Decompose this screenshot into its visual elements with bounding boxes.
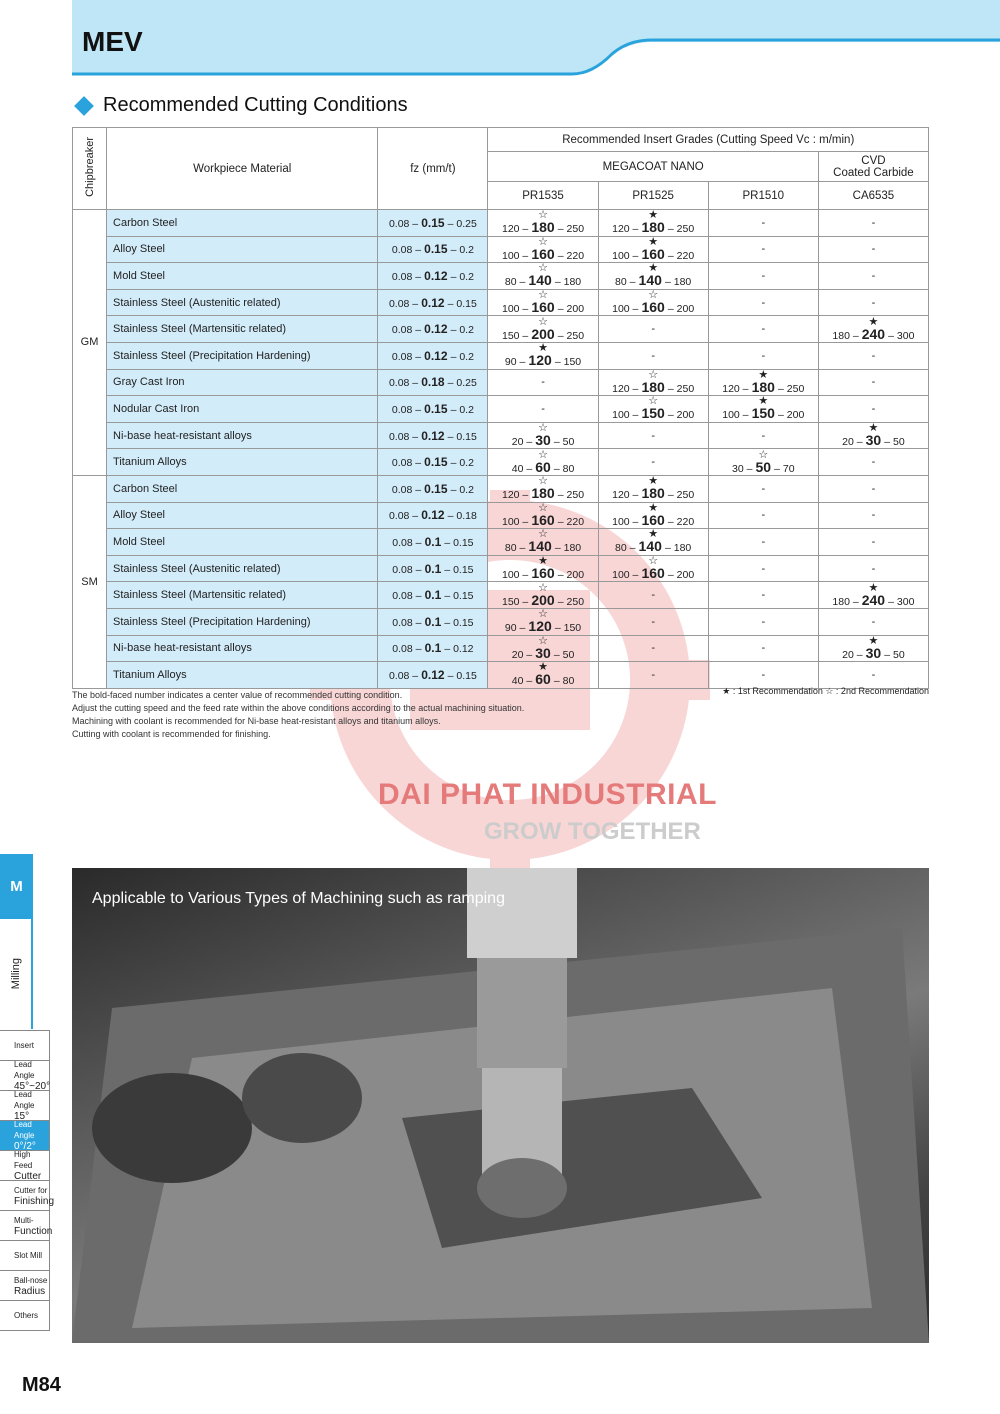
speed-cell: ☆ 100 – 160 – 200 <box>598 555 708 582</box>
speed-cell <box>818 449 928 476</box>
speed-cell <box>708 210 818 237</box>
fz-cell: 0.08 – 0.1 – 0.15 <box>378 582 488 609</box>
recommendation-star-icon: ☆ <box>648 368 659 381</box>
dash: - <box>761 668 766 681</box>
table-row <box>73 662 929 689</box>
speed-cell: ☆ 80 – 140 – 180 <box>488 529 598 556</box>
fz-cell: 0.08 – 0.12 – 0.15 <box>378 289 488 316</box>
speed-cell: ☆ 120 – 180 – 250 <box>488 210 598 237</box>
recommendation-star-icon: ☆ <box>538 235 548 248</box>
chipbreaker-cell: GM <box>73 210 107 476</box>
dash: - <box>761 216 766 229</box>
table-row <box>73 608 929 635</box>
speed-cell <box>598 635 708 662</box>
material-cell: Alloy Steel <box>107 502 378 529</box>
section-title-text: Recommended Cutting Conditions <box>103 94 408 116</box>
speed-cell: ☆ 150 – 200 – 250 <box>488 582 598 609</box>
chipbreaker-header: Chipbreaker <box>73 128 107 210</box>
speed-cell <box>818 502 928 529</box>
speed-cell: ☆ 120 – 180 – 250 <box>488 475 598 502</box>
photo-caption: Applicable to Various Types of Machining such as ramping <box>92 890 505 907</box>
dash: - <box>761 509 766 522</box>
sidebar-item[interactable]: Lead Angle 15° <box>0 1091 50 1121</box>
speed-cell: ★ 120 – 180 – 250 <box>598 475 708 502</box>
material-cell: Carbon Steel <box>107 475 378 502</box>
speed-cell <box>598 449 708 476</box>
sidebar-item[interactable]: High Feed Cutter <box>0 1151 50 1181</box>
note-line: Machining with coolant is recommended for Ni-base heat-resistant alloys and titanium alloys. <box>72 716 441 726</box>
note-line: The bold-faced number indicates a center value of recommended cutting condition. <box>72 690 403 700</box>
grades-header: Recommended Insert Grades (Cutting Speed Vc : m/min) <box>488 128 929 152</box>
sidebar-item[interactable]: Slot Mill <box>0 1241 50 1271</box>
page-number: M84 <box>22 1374 61 1396</box>
recommendation-star-icon: ☆ <box>648 555 659 568</box>
recommendation-star-icon: ☆ <box>538 634 548 647</box>
recommendation-star-icon: ★ <box>648 262 659 275</box>
speed-cell: ☆ 80 – 140 – 180 <box>488 263 598 290</box>
speed-cell: ★ 180 – 240 – 300 <box>818 582 928 609</box>
recommendation-star-icon: ☆ <box>538 289 548 302</box>
speed-cell <box>708 662 818 689</box>
recommendation-star-icon: ★ <box>758 395 769 408</box>
dash: - <box>871 482 876 495</box>
recommendation-star-icon: ☆ <box>538 501 548 514</box>
sidebar-item[interactable]: Insert <box>0 1031 50 1061</box>
dash: - <box>871 562 876 575</box>
speed-cell: ☆ 100 – 160 – 200 <box>488 289 598 316</box>
sidebar-item[interactable]: Cutter for Finishing <box>0 1181 50 1211</box>
recommendation-star-icon: ☆ <box>648 395 659 408</box>
speed-cell <box>818 289 928 316</box>
recommendation-star-icon: ★ <box>868 315 879 328</box>
dash: - <box>871 615 876 628</box>
section-title <box>75 94 408 117</box>
recommendation-star-icon: ★ <box>538 661 548 674</box>
recommendation-star-icon: ★ <box>538 342 548 355</box>
speed-cell: ☆ 20 – 30 – 50 <box>488 422 598 449</box>
fz-cell: 0.08 – 0.15 – 0.2 <box>378 236 488 263</box>
material-cell: Ni-base heat-resistant alloys <box>107 635 378 662</box>
dash: - <box>871 243 876 256</box>
recommendation-star-icon: ★ <box>868 422 879 435</box>
dash: - <box>651 429 655 442</box>
recommendation-star-icon: ★ <box>648 528 659 541</box>
dash: - <box>871 402 876 415</box>
recommendation-star-icon: ☆ <box>648 289 659 302</box>
speed-cell <box>598 422 708 449</box>
table-row <box>73 396 929 423</box>
legend: ★ : 1st Recommendation ☆ : 2nd Recommendation <box>722 686 929 696</box>
speed-cell: ☆ 100 – 150 – 200 <box>598 396 708 423</box>
speed-cell <box>708 529 818 556</box>
dash: - <box>761 482 766 495</box>
speed-cell: ☆ 40 – 60 – 80 <box>488 449 598 476</box>
recommendation-star-icon: ☆ <box>538 448 548 461</box>
speed-cell <box>818 555 928 582</box>
grade-ca6535: CA6535 <box>818 182 928 210</box>
material-cell: Stainless Steel (Austenitic related) <box>107 555 378 582</box>
speed-cell: ★ 120 – 180 – 250 <box>598 210 708 237</box>
fz-cell: 0.08 – 0.18 – 0.25 <box>378 369 488 396</box>
material-cell: Stainless Steel (Austenitic related) <box>107 289 378 316</box>
dash: - <box>871 349 876 362</box>
material-cell: Nodular Cast Iron <box>107 396 378 423</box>
dash: - <box>651 456 655 469</box>
header-curve <box>72 0 1000 76</box>
speed-cell: ☆ 30 – 50 – 70 <box>708 449 818 476</box>
table-row <box>73 289 929 316</box>
speed-cell: ★ 40 – 60 – 80 <box>488 662 598 689</box>
sidebar-item[interactable]: Others <box>0 1301 50 1331</box>
table-row <box>73 316 929 343</box>
recommendation-star-icon: ★ <box>868 634 879 647</box>
speed-cell: ☆ 100 – 160 – 200 <box>598 289 708 316</box>
dash: - <box>871 535 876 548</box>
dash: - <box>651 668 655 681</box>
fz-cell: 0.08 – 0.15 – 0.25 <box>378 210 488 237</box>
speed-cell <box>708 582 818 609</box>
speed-cell: ★ 120 – 180 – 250 <box>708 369 818 396</box>
speed-cell: ☆ 120 – 180 – 250 <box>598 369 708 396</box>
dash: - <box>541 376 545 389</box>
notes <box>72 689 524 741</box>
fz-cell: 0.08 – 0.12 – 0.2 <box>378 342 488 369</box>
speed-cell <box>598 582 708 609</box>
recommendation-star-icon: ☆ <box>538 209 548 222</box>
watermark-line1: DAI PHAT INDUSTRIAL <box>378 778 717 811</box>
speed-cell <box>818 369 928 396</box>
speed-cell <box>488 396 598 423</box>
fz-cell: 0.08 – 0.1 – 0.15 <box>378 608 488 635</box>
tab-m[interactable]: M <box>0 854 33 919</box>
table-row <box>73 369 929 396</box>
machining-photo <box>72 868 929 1343</box>
speed-cell: ★ 100 – 160 – 220 <box>598 502 708 529</box>
material-cell: Alloy Steel <box>107 236 378 263</box>
speed-cell <box>708 635 818 662</box>
dash: - <box>871 376 876 389</box>
table-row <box>73 475 929 502</box>
recommendation-star-icon: ☆ <box>758 448 769 461</box>
dash: - <box>761 615 766 628</box>
table-row <box>73 635 929 662</box>
dash: - <box>761 535 766 548</box>
table-row <box>73 263 929 290</box>
recommendation-star-icon: ★ <box>758 368 769 381</box>
material-cell: Stainless Steel (Martensitic related) <box>107 582 378 609</box>
table-row <box>73 342 929 369</box>
fz-header: fz (mm/t) <box>378 128 488 210</box>
dash: - <box>871 456 876 469</box>
speed-cell: ★ 20 – 30 – 50 <box>818 422 928 449</box>
speed-cell <box>818 236 928 263</box>
dash: - <box>541 402 545 415</box>
material-cell: Mold Steel <box>107 263 378 290</box>
table-row <box>73 582 929 609</box>
dash: - <box>651 615 655 628</box>
cutting-conditions-table <box>72 127 929 689</box>
cvd-header: CVD Coated Carbide <box>818 152 928 182</box>
photo-illustration <box>72 868 929 1343</box>
dash: - <box>761 642 766 655</box>
diamond-icon <box>74 96 94 116</box>
fz-cell: 0.08 – 0.1 – 0.15 <box>378 555 488 582</box>
grade-pr1510: PR1510 <box>708 182 818 210</box>
fz-cell: 0.08 – 0.12 – 0.18 <box>378 502 488 529</box>
speed-cell: ★ 20 – 30 – 50 <box>818 635 928 662</box>
recommendation-star-icon: ☆ <box>538 581 548 594</box>
recommendation-star-icon: ★ <box>648 209 659 222</box>
speed-cell <box>708 236 818 263</box>
speed-cell <box>598 608 708 635</box>
speed-cell <box>818 210 928 237</box>
speed-cell <box>488 369 598 396</box>
material-cell: Stainless Steel (Precipitation Hardening) <box>107 608 378 635</box>
recommendation-star-icon: ★ <box>648 235 659 248</box>
speed-cell <box>708 263 818 290</box>
dash: - <box>761 429 766 442</box>
speed-cell <box>708 475 818 502</box>
dash: - <box>651 642 655 655</box>
recommendation-star-icon: ☆ <box>538 528 548 541</box>
speed-cell <box>818 263 928 290</box>
speed-cell: ☆ 100 – 160 – 220 <box>488 502 598 529</box>
fz-cell: 0.08 – 0.15 – 0.2 <box>378 475 488 502</box>
sidebar-item[interactable]: Multi- Function <box>0 1211 50 1241</box>
material-header: Workpiece Material <box>107 128 378 210</box>
recommendation-star-icon: ☆ <box>538 262 548 275</box>
speed-cell: ★ 100 – 160 – 200 <box>488 555 598 582</box>
speed-cell: ★ 100 – 150 – 200 <box>708 396 818 423</box>
table-row <box>73 555 929 582</box>
material-cell: Titanium Alloys <box>107 449 378 476</box>
megacoat-header: MEGACOAT NANO <box>488 152 818 182</box>
dash: - <box>761 349 766 362</box>
grade-pr1525: PR1525 <box>598 182 708 210</box>
dash: - <box>761 296 766 309</box>
speed-cell <box>598 316 708 343</box>
note-line: Adjust the cutting speed and the feed rate within the above conditions according to the actual machining situation. <box>72 703 525 713</box>
dash: - <box>871 296 876 309</box>
table-row <box>73 236 929 263</box>
table-row <box>73 210 929 237</box>
speed-cell <box>598 662 708 689</box>
fz-cell: 0.08 – 0.15 – 0.2 <box>378 449 488 476</box>
dash: - <box>871 668 876 681</box>
speed-cell <box>708 289 818 316</box>
speed-cell: ☆ 100 – 160 – 220 <box>488 236 598 263</box>
table-row <box>73 529 929 556</box>
material-cell: Stainless Steel (Precipitation Hardening) <box>107 342 378 369</box>
dash: - <box>871 216 876 229</box>
fz-cell: 0.08 – 0.15 – 0.2 <box>378 396 488 423</box>
speed-cell: ★ 80 – 140 – 180 <box>598 263 708 290</box>
speed-cell: ☆ 20 – 30 – 50 <box>488 635 598 662</box>
speed-cell: ★ 80 – 140 – 180 <box>598 529 708 556</box>
speed-cell <box>818 608 928 635</box>
speed-cell <box>708 608 818 635</box>
watermark-line2: GROW TOGETHER <box>484 818 701 845</box>
speed-cell <box>708 555 818 582</box>
speed-cell <box>708 316 818 343</box>
dash: - <box>761 589 766 602</box>
table-row <box>73 502 929 529</box>
speed-cell: ☆ 150 – 200 – 250 <box>488 316 598 343</box>
chipbreaker-cell: SM <box>73 475 107 688</box>
sidebar-item[interactable]: Lead Angle 45°~20° <box>0 1061 50 1091</box>
material-cell: Carbon Steel <box>107 210 378 237</box>
dash: - <box>651 589 655 602</box>
dash: - <box>761 243 766 256</box>
speed-cell: ★ 100 – 160 – 220 <box>598 236 708 263</box>
speed-cell <box>818 396 928 423</box>
speed-cell: ★ 90 – 120 – 150 <box>488 342 598 369</box>
material-cell: Gray Cast Iron <box>107 369 378 396</box>
material-cell: Titanium Alloys <box>107 662 378 689</box>
fz-cell: 0.08 – 0.12 – 0.15 <box>378 662 488 689</box>
note-line: Cutting with coolant is recommended for finishing. <box>72 729 271 739</box>
dash: - <box>651 323 655 336</box>
speed-cell <box>818 529 928 556</box>
speed-cell <box>818 475 928 502</box>
dash: - <box>761 562 766 575</box>
fz-cell: 0.08 – 0.12 – 0.2 <box>378 316 488 343</box>
speed-cell <box>818 342 928 369</box>
speed-cell <box>708 502 818 529</box>
side-tabs <box>0 854 50 1029</box>
dash: - <box>761 323 766 336</box>
recommendation-star-icon: ★ <box>648 501 659 514</box>
speed-cell: ☆ 90 – 120 – 150 <box>488 608 598 635</box>
material-cell: Stainless Steel (Martensitic related) <box>107 316 378 343</box>
table-row <box>73 422 929 449</box>
dash: - <box>761 269 766 282</box>
recommendation-star-icon: ☆ <box>538 475 548 488</box>
dash: - <box>871 509 876 522</box>
recommendation-star-icon: ☆ <box>538 422 548 435</box>
fz-cell: 0.08 – 0.12 – 0.2 <box>378 263 488 290</box>
sidebar-item[interactable]: Ball-nose Radius <box>0 1271 50 1301</box>
speed-cell <box>598 342 708 369</box>
speed-cell <box>818 662 928 689</box>
material-cell: Mold Steel <box>107 529 378 556</box>
recommendation-star-icon: ★ <box>868 581 879 594</box>
speed-cell <box>708 422 818 449</box>
recommendation-star-icon: ★ <box>538 555 548 568</box>
tab-milling[interactable]: Milling <box>0 919 33 1029</box>
sidebar-item[interactable]: Lead Angle 0°/2° <box>0 1121 50 1151</box>
recommendation-star-icon: ☆ <box>538 315 548 328</box>
recommendation-star-icon: ★ <box>648 475 659 488</box>
speed-cell <box>708 342 818 369</box>
dash: - <box>871 269 876 282</box>
dash: - <box>651 349 655 362</box>
fz-cell: 0.08 – 0.12 – 0.15 <box>378 422 488 449</box>
fz-cell: 0.08 – 0.1 – 0.15 <box>378 529 488 556</box>
page-title: MEV <box>82 26 143 57</box>
speed-cell: ★ 180 – 240 – 300 <box>818 316 928 343</box>
table-row <box>73 449 929 476</box>
side-nav <box>0 1030 55 1331</box>
material-cell: Ni-base heat-resistant alloys <box>107 422 378 449</box>
fz-cell: 0.08 – 0.1 – 0.12 <box>378 635 488 662</box>
recommendation-star-icon: ☆ <box>538 608 548 621</box>
grade-pr1535: PR1535 <box>488 182 598 210</box>
